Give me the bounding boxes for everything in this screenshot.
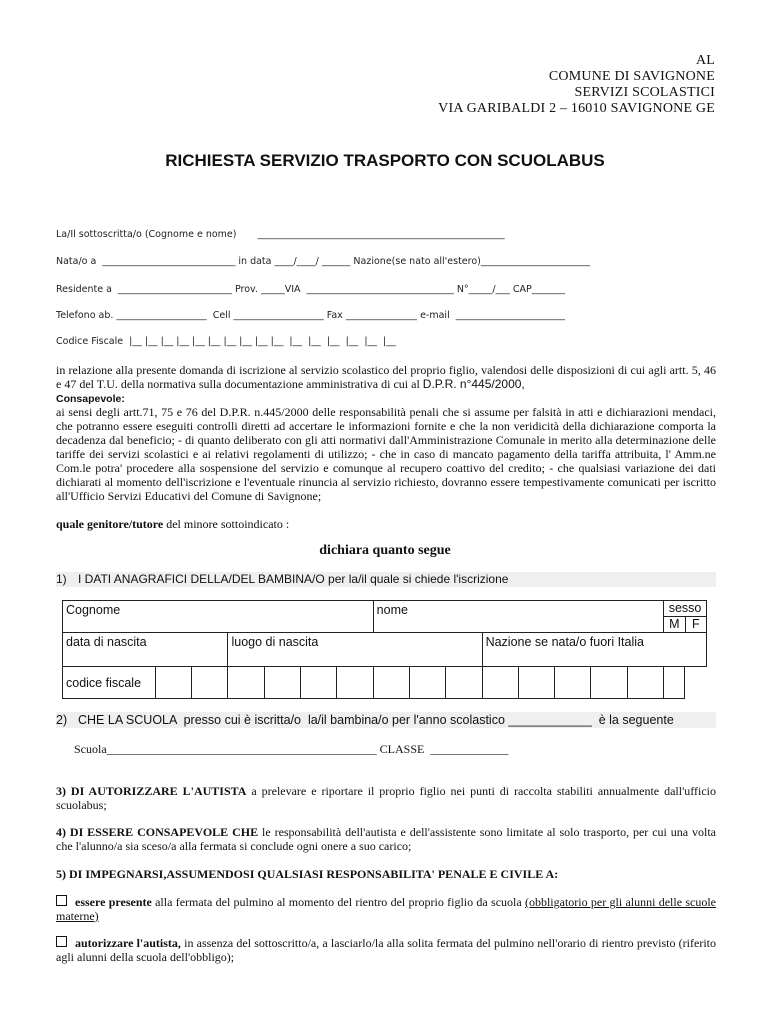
section-1-heading bbox=[56, 572, 716, 587]
sesso-label: sesso bbox=[664, 601, 706, 617]
cognome-label: Cognome bbox=[66, 603, 121, 617]
section-4-text: le responsabilità dell'autista e dell'assistente sono limitate al solo trasporto, per cui una volta che l'alunno/a sia sceso/a alla fermata si conclude ogni onere a suo carico; bbox=[56, 825, 716, 853]
cf-box[interactable] bbox=[627, 667, 663, 699]
cf-box[interactable] bbox=[301, 667, 337, 699]
option-autorizzare-autista[interactable] bbox=[56, 936, 716, 964]
field-residenza: Residente a ________________________ Prov. _____VIA _______________________________ N°_____/___ CAP_______ bbox=[56, 284, 566, 295]
field-sottoscritto: La/Il sottoscritta/o (Cognome e nome) ____________________________________________________ bbox=[56, 229, 505, 240]
field-nascita: Nata/o a ____________________________ in data ____/____/ ______ Nazione(se nato all'estero)_______________________ bbox=[56, 256, 591, 267]
sesso-f-option[interactable]: F bbox=[691, 617, 700, 631]
nome-cell[interactable] bbox=[373, 601, 663, 633]
data-nascita-label: data di nascita bbox=[66, 635, 147, 649]
section-3-title: 3) DI AUTORIZZARE L'AUTISTA bbox=[56, 784, 247, 798]
section-5-title: 5) DI IMPEGNARSI,ASSUMENDOSI QUALSIASI RESPONSABILITA' PENALE E CIVILE A: bbox=[56, 867, 559, 881]
cf-box[interactable] bbox=[373, 667, 409, 699]
sesso-cell bbox=[664, 601, 707, 633]
section-2-text: CHE LA SCUOLA presso cui è iscritta/o la/il bambina/o per l'anno scolastico ____________ è la seguente bbox=[78, 713, 674, 727]
genitore-label: quale genitore/tutore bbox=[56, 517, 164, 531]
option-2-text: in assenza del sottoscritto/a, a lasciarlo/la alla solita fermata del pulmino nell'orario di rientro previsto (riferito agli alunni della scuola dell'obbligo); bbox=[56, 936, 716, 964]
consapevole-paragraph: ai sensi degli artt.71, 75 e 76 del D.P.R. n.445/2000 delle responsabilità penali che si assume per falsità in atti e dichiarazioni mendaci, che potranno essere eseguiti controlli diretti ad accertare le informazioni fornite e che la non veridicità della dichiarazione comporta la decadenza dal beneficio; - di quanto deliberato con gli atti normativi dall'Amministrazione Comunale in merito alla determinazione delle tariffe dei servizi scolastici e ai relativi regolamenti di utilizzo; - che in caso di mancato pagamento della tariffa attribuita, l' Amm.ne Com.le potra' procedere alla sospensione del servizio e comunque al recupero coattivo del credito; - che qualsiasi variazione dei dati dichiarati al momento dell'iscrizione e l'eventuale rinuncia al servizio richiesto, dovranno essere tempestivamente comunicati per iscritto all'Ufficio Servizi Educativi del Comune di Savignone; bbox=[56, 405, 716, 503]
section-4 bbox=[56, 825, 716, 853]
cf-box[interactable] bbox=[228, 667, 264, 699]
field-contatti: Telefono ab. ___________________ Cell ___________________ Fax _______________ e-mail _______________________ bbox=[56, 310, 565, 321]
scuola-classe-line: Scuola_____________________________________________ CLASSE _____________ bbox=[74, 742, 509, 756]
recipient-address bbox=[438, 53, 715, 117]
cf-box[interactable] bbox=[555, 667, 591, 699]
cf-box[interactable] bbox=[664, 667, 685, 699]
section-2-number: 2) bbox=[56, 713, 68, 727]
sesso-m-option[interactable]: M bbox=[664, 617, 685, 632]
codice-fiscale-label: codice fiscale bbox=[66, 675, 142, 690]
cf-box[interactable] bbox=[518, 667, 554, 699]
codice-fiscale-label-cell bbox=[63, 667, 156, 699]
luogo-nascita-label: luogo di nascita bbox=[231, 635, 319, 649]
section-2-heading bbox=[56, 712, 716, 728]
option-2-bold: autorizzare l'autista, bbox=[75, 936, 181, 950]
cf-box[interactable] bbox=[192, 667, 228, 699]
cf-box[interactable] bbox=[591, 667, 627, 699]
section-3 bbox=[56, 784, 716, 812]
cf-box[interactable] bbox=[446, 667, 482, 699]
luogo-nascita-cell[interactable] bbox=[228, 633, 482, 667]
cf-box[interactable] bbox=[409, 667, 445, 699]
document-title: RICHIESTA SERVIZIO TRASPORTO CON SCUOLABUS bbox=[165, 151, 605, 170]
option-1-underlined: (obbligatorio per gli alunni delle scuole materne) bbox=[56, 895, 716, 923]
checkbox-essere-presente[interactable] bbox=[56, 895, 67, 906]
address-line-2: COMUNE DI SAVIGNONE bbox=[548, 69, 715, 84]
cognome-cell[interactable] bbox=[63, 601, 374, 633]
section-4-title: 4) DI ESSERE CONSAPEVOLE CHE bbox=[56, 825, 259, 839]
data-nascita-cell[interactable] bbox=[63, 633, 228, 667]
genitore-line bbox=[56, 517, 716, 531]
cf-box[interactable] bbox=[155, 667, 191, 699]
dichiara-heading: dichiara quanto segue bbox=[319, 543, 451, 558]
intro-text: in relazione alla presente domanda di iscrizione al servizio scolastico del proprio figlio, valendosi delle disposizioni di cui agli artt. 5, 46 e 47 del T.U. della normativa sulla documentazione amministrativa di cui al bbox=[56, 363, 716, 391]
nazione-label: Nazione se nata/o fuori Italia bbox=[485, 635, 644, 649]
student-data-table bbox=[62, 600, 707, 699]
cf-box[interactable] bbox=[482, 667, 518, 699]
field-codice-fiscale: Codice Fiscale |__ |__ |__ |__ |__ |__ |__ |__ |__ |__ |__ |__ |__ |__ |__ |__ bbox=[56, 336, 396, 347]
option-1-text: alla fermata del pulmino al momento del rientro del proprio figlio da scuola bbox=[151, 895, 525, 909]
consapevole-label: Consapevole: bbox=[56, 393, 125, 405]
option-1-bold: essere presente bbox=[75, 895, 152, 909]
genitore-text: del minore sottoindicato : bbox=[163, 517, 290, 531]
address-line-1: AL bbox=[695, 53, 715, 68]
option-essere-presente[interactable] bbox=[56, 895, 716, 923]
dpr-reference: D.P.R. n°445/2000, bbox=[422, 377, 525, 391]
cf-box[interactable] bbox=[337, 667, 373, 699]
nazione-cell[interactable] bbox=[482, 633, 706, 667]
address-line-4: VIA GARIBALDI 2 – 16010 SAVIGNONE GE bbox=[438, 101, 715, 116]
nome-label: nome bbox=[376, 603, 408, 617]
section-1-text: I DATI ANAGRAFICI DELLA/DEL BAMBINA/O per la/il quale si chiede l'iscrizione bbox=[78, 572, 509, 586]
section-1-number: 1) bbox=[56, 572, 67, 586]
address-line-3: SERVIZI SCOLASTICI bbox=[574, 85, 715, 100]
cf-box[interactable] bbox=[264, 667, 300, 699]
checkbox-autorizzare-autista[interactable] bbox=[56, 936, 67, 947]
section-3-text: a prelevare e riportare il proprio figlio nei punti di raccolta stabiliti annualmente dall'ufficio scuolabus; bbox=[56, 784, 716, 812]
intro-paragraph bbox=[56, 363, 716, 391]
